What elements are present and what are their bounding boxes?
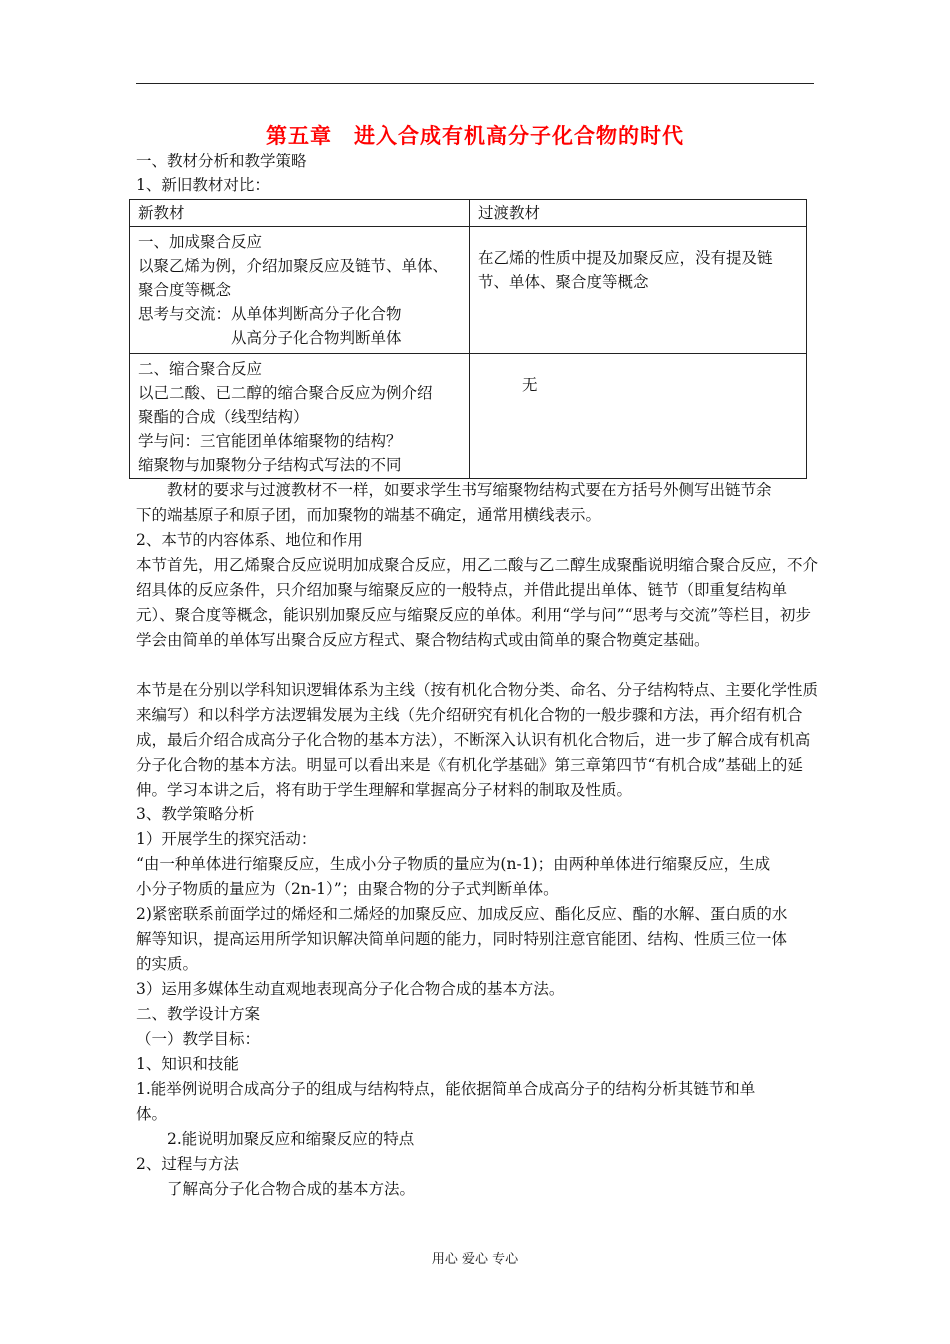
table-row [130, 354, 807, 479]
new-textbook-cell-addition [130, 227, 470, 354]
cell-line: 思考与交流：从单体判断高分子化合物 [138, 305, 402, 323]
goal-knowledge-heading: 1、知识和技能 [136, 1055, 239, 1073]
header-new-textbook: 新教材 [130, 200, 470, 227]
body-line: 的实质。 [136, 955, 199, 973]
transition-textbook-cell-condensation [470, 354, 807, 479]
header-rule [136, 83, 814, 84]
cell-line: 二、缩合聚合反应 [138, 360, 263, 378]
section-heading-1: 一、教材分析和教学策略 [136, 152, 307, 170]
table-row [130, 227, 807, 354]
body-line: 解等知识，提高运用所学知识解决简单问题的能力，同时特别注意官能团、结构、性质三位一体 [136, 930, 788, 948]
body-line: 2)紧密联系前面学过的烯烃和二烯烃的加聚反应、加成反应、酯化反应、酯的水解、蛋白质的水 [136, 905, 788, 923]
body-line: “由一种单体进行缩聚反应，生成小分子物质的量应为(n-1)；由两种单体进行缩聚反应，生成 [136, 855, 771, 873]
comparison-table [129, 199, 807, 479]
cell-line: 聚酯的合成（线型结构） [138, 408, 309, 426]
cell-line: 以己二酸、已二醇的缩合聚合反应为例介绍 [138, 384, 433, 402]
cell-line: 一、加成聚合反应 [138, 233, 263, 251]
cell-text: 无 [522, 376, 538, 394]
cell-line: 缩聚物与加聚物分子结构式写法的不同 [138, 456, 402, 474]
cell-line: 以聚乙烯为例，介绍加聚反应及链节、单体、 [138, 257, 449, 275]
goal-process-heading: 2、过程与方法 [136, 1155, 239, 1173]
body-line: 小分子物质的量应为（2n-1）”；由聚合物的分子式判断单体。 [136, 880, 559, 898]
body-line: 教材的要求与过渡教材不一样，如要求学生书写缩聚物结构式要在方括号外侧写出链节余 [136, 481, 772, 499]
body-line: 了解高分子化合物合成的基本方法。 [136, 1180, 416, 1198]
page-footer: 用心 爱心 专心 [431, 1252, 519, 1267]
strategy-3: 3）运用多媒体生动直观地表现高分子化合物合成的基本方法。 [136, 980, 565, 998]
teaching-goals-heading: （一）教学目标： [136, 1030, 261, 1048]
subsection-heading-1-2: 2、本节的内容体系、地位和作用 [136, 531, 363, 549]
chapter-title: 第五章 进入合成有机高分子化合物的时代 [266, 124, 684, 148]
cell-line: 学与问：三官能团单体缩聚物的结构？ [138, 432, 402, 450]
transition-textbook-cell-addition [470, 227, 807, 354]
section-heading-2: 二、教学设计方案 [136, 1005, 261, 1023]
header-transition-textbook: 过渡教材 [470, 200, 807, 227]
body-line: 体。 [136, 1105, 168, 1123]
new-textbook-cell-condensation [130, 354, 470, 479]
paragraph-content-system: 本节首先，用乙烯聚合反应说明加成聚合反应，用乙二酸与乙二醇生成聚酯说明缩合聚合反应，不介绍具体的反应条件，只介绍加聚与缩聚反应的一般特点，并借此提出单体、链节（即重复结构单元）、聚合度等概念，能识别加聚反应与缩聚反应的单体。利用“学与问”“思考与交流”等栏目，初步学会由简单的单体写出聚合反应方程式、聚合物结构式或由简单的聚合物奠定基础。 [136, 556, 819, 649]
cell-line: 从高分子化合物判断单体 [138, 329, 402, 347]
body-line: 1.能举例说明合成高分子的组成与结构特点，能依据简单合成高分子的结构分析其链节和单 [136, 1080, 756, 1098]
cell-text: 在乙烯的性质中提及加聚反应，没有提及链节、单体、聚合度等概念 [478, 249, 773, 291]
subsection-heading-1-3: 3、教学策略分析 [136, 805, 255, 823]
subsection-heading-1-1: 1、新旧教材对比： [136, 176, 270, 194]
strategy-1-heading: 1）开展学生的探究活动： [136, 830, 317, 848]
body-line: 下的端基原子和原子团，而加聚物的端基不确定，通常用横线表示。 [136, 506, 602, 524]
table-header-row [130, 200, 807, 227]
paragraph-logic-system: 本节是在分别以学科知识逻辑体系为主线（按有机化合物分类、命名、分子结构特点、主要化学性质来编写）和以科学方法逻辑发展为主线（先介绍研究有机化合物的一般步骤和方法，再介绍有机合成，最后介绍合成高分子化合物的基本方法），不断深入认识有机化合物后，进一步了解合成有机高分子化合物的基本方法。明显可以看出来是《有机化学基础》第三章第四节“有机合成”基础上的延伸。学习本讲之后，将有助于学生理解和掌握高分子材料的制取及性质。 [136, 681, 819, 799]
body-line: 2.能说明加聚反应和缩聚反应的特点 [136, 1130, 415, 1148]
cell-line: 聚合度等概念 [138, 281, 232, 299]
